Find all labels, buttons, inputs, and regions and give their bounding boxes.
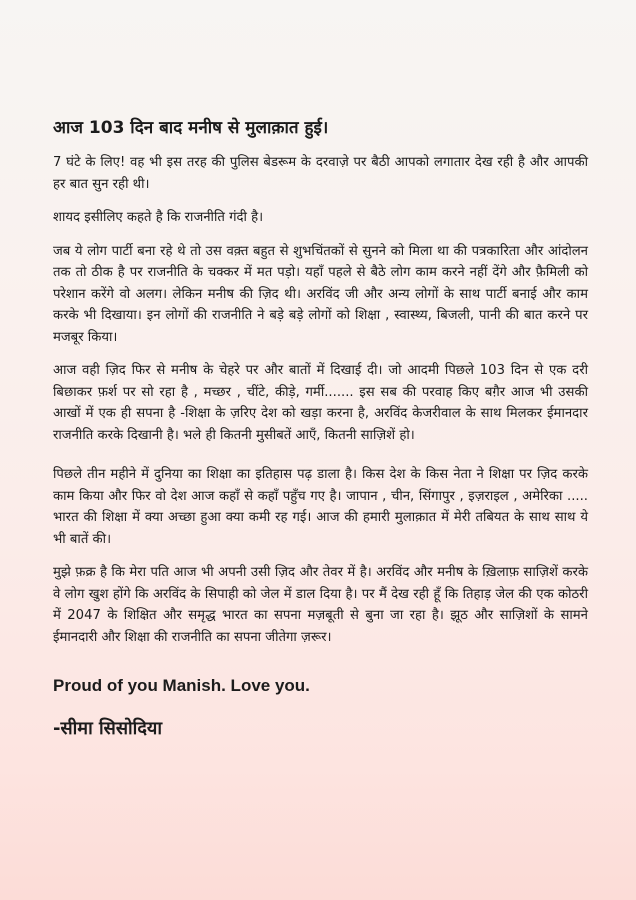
paragraph-3: जब ये लोग पार्टी बना रहे थे तो उस वक़्त बहुत से शुभचिंतकों से सुनने को मिला था की पत्रकारिता और आंदोलन तक तो ठीक है पर राजनीति के चक्कर में मत पड़ो। यहाँ पहले से बैठे लोग काम करने नहीं देंगे और फ़ैमिली को परेशान करेंगे वो अलग। लेकिन मनीष की ज़िद थी। अरविंद जी और अन्य लोगों के साथ पार्टी बनाई और काम करके भी दिखाया। इन लोगों की राजनीति ने बड़े बड़े लोगों को शिक्षा , स्वास्थ्य, बिजली, पानी की बात करने पर मजबूर किया। bbox=[53, 243, 588, 345]
paragraph-6: मुझे फ़क्र है कि मेरा पति आज भी अपनी उसी ज़िद और तेवर में है। अरविंद और मनीष के ख़िलाफ़ साज़िशें करके वे लोग खुश होंगे कि अरविंद के सिपाही को जेल में डाल दिया है। पर मैं देख रही हूँ कि तिहाड़ जेल की एक कोठरी में 2047 के शिक्षित और समृद्ध भारत का सपना मज़बूती से बुना जा रहा है। झूठ और साज़िशों के सामने ईमानदारी और शिक्षा की राजनीति का सपना जीतेगा ज़रूर। bbox=[53, 565, 588, 645]
paragraph-5: पिछले तीन महीने में दुनिया का शिक्षा का इतिहास पढ़ डाला है। किस देश के किस नेता ने शिक्षा पर ज़िद करके काम किया और फिर वो देश आज कहाँ से कहाँ पहुँच गए है। जापान , चीन, सिंगापुर , इज़राइल , अमेरिका ..... भारत की शिक्षा में क्या अच्छा हुआ क्या कमी रह गई। आज की हमारी मुलाक़ात में मेरी तबियत के साथ साथ ये भी बातें की। bbox=[53, 467, 588, 547]
letter bbox=[53, 116, 588, 742]
signoff-line: Proud of you Manish. Love you. bbox=[53, 676, 310, 695]
signature: -सीमा सिसोदिया bbox=[53, 718, 162, 739]
paragraph-1: 7 घंटे के लिए! वह भी इस तरह की पुलिस बेडरूम के दरवाज़े पर बैठी आपको लगातार देख रही है और आपकी हर बात सुन रही थी। bbox=[53, 155, 588, 192]
letter-title: आज 103 दिन बाद मनीष से मुलाक़ात हुई। bbox=[53, 118, 329, 138]
paragraph-2: शायद इसीलिए कहते है कि राजनीति गंदी है। bbox=[53, 210, 264, 225]
paragraph-4: आज वही ज़िद फिर से मनीष के चेहरे पर और बातों में दिखाई दी। जो आदमी पिछले 103 दिन से एक दरी बिछाकर फ़र्श पर सो रहा है , मच्छर , चींटे, कीड़े, गर्मी....... इस सब की परवाह किए बग़ैर आज भी उसकी आखों में एक ही सपना है -शिक्षा के ज़रिए देश को खड़ा करना है, अरविंद केजरीवाल के साथ मिलकर ईमानदार राजनीति करके दिखानी है। भले ही कितनी मुसीबतें आएँ, कितनी साज़िशें हो। bbox=[53, 363, 588, 443]
